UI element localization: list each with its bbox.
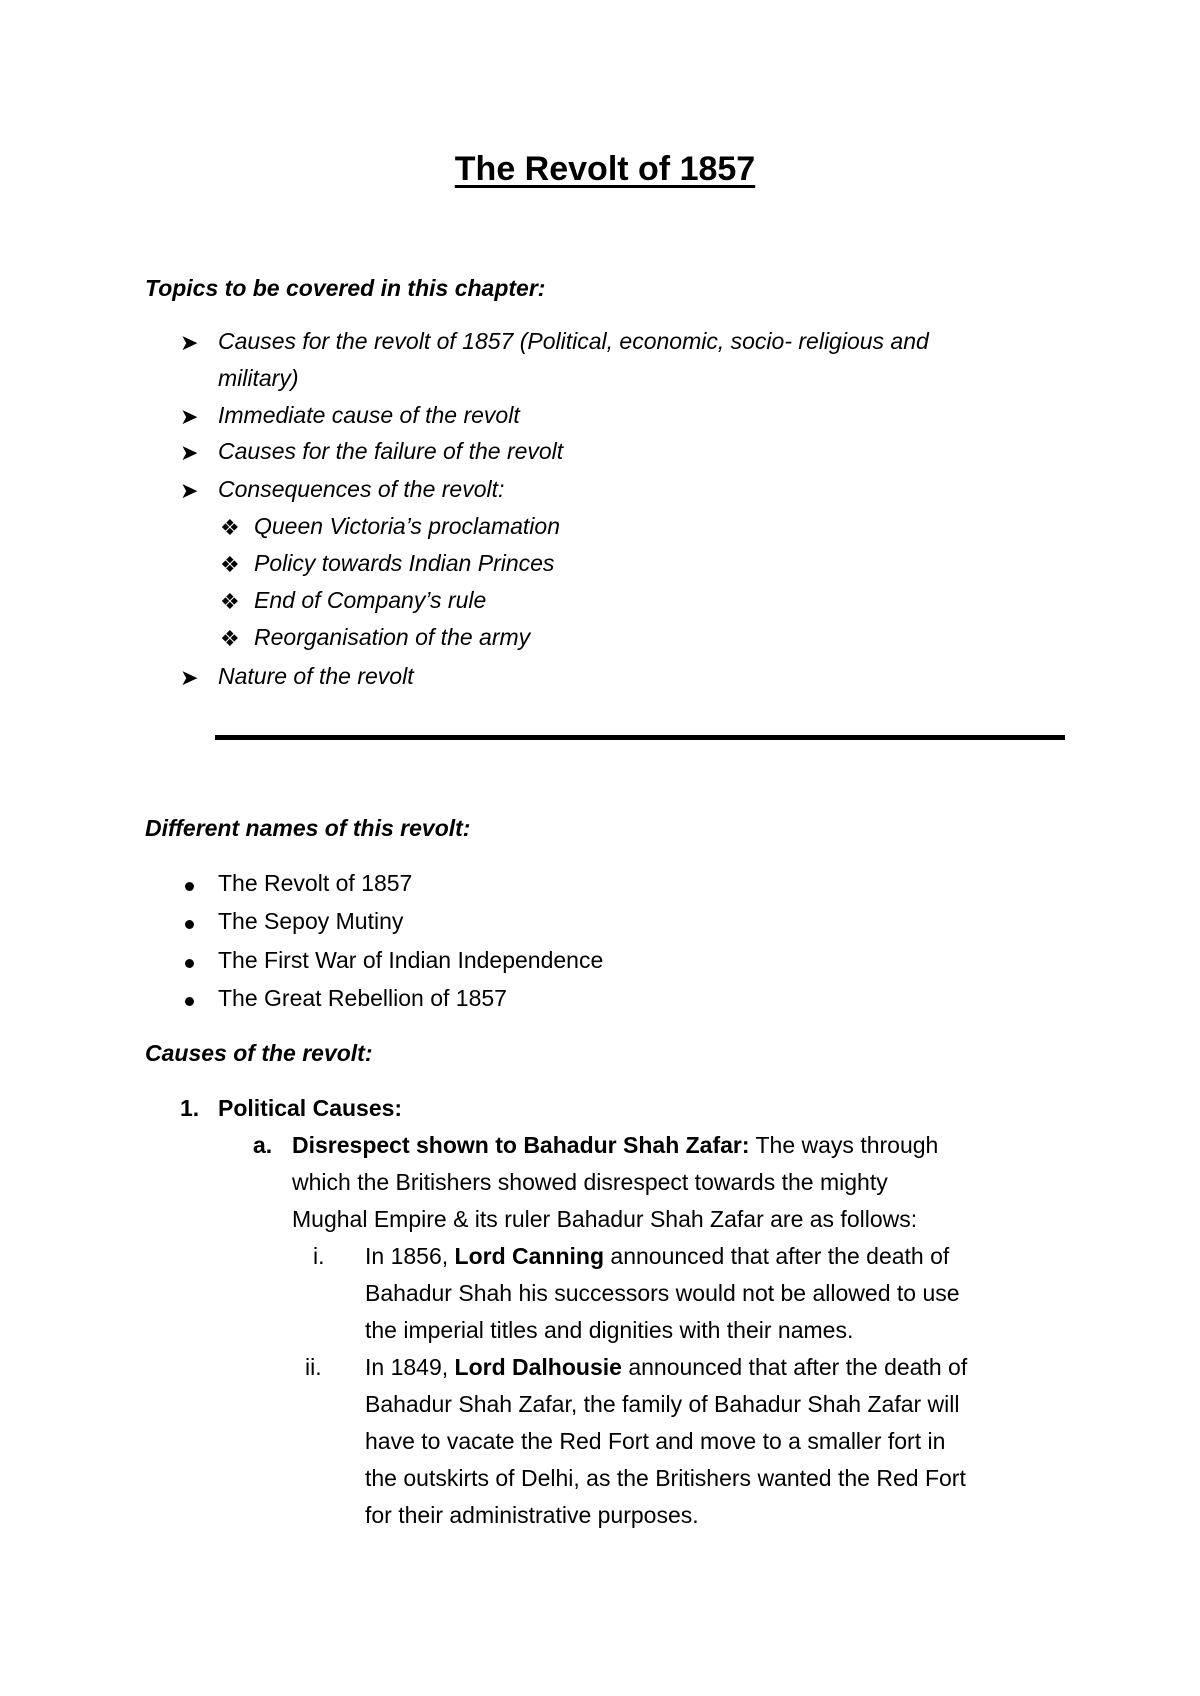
sub-a-line: which the Britishers showed disrespect towards the mighty [292,1169,888,1195]
point-ii-bold: Lord Dalhousie [454,1354,622,1380]
topic-item: Causes for the revolt of 1857 (Political, economic, socio- religious and [218,328,929,354]
point-i-line: the imperial titles and dignities with their names. [365,1317,854,1343]
arrow-bullet-icon: ➤ [180,665,199,690]
arrow-bullet-icon: ➤ [180,440,199,465]
arrow-bullet-icon: ➤ [180,330,199,355]
topic-sub-item: Reorganisation of the army [254,624,531,650]
point-i-first-line [365,1243,949,1270]
arrow-bullet-icon: ➤ [180,404,199,429]
point-ii-line: the outskirts of Delhi, as the Britishers wanted the Red Fort [365,1465,966,1491]
point-ii-line: have to vacate the Red Fort and move to a smaller fort in [365,1428,946,1454]
topic-item: Consequences of the revolt: [218,476,505,502]
diamond-bullet-icon: ❖ [220,589,240,614]
horizontal-divider [215,735,1065,740]
point-ii-first-line [365,1354,967,1381]
name-item: The Sepoy Mutiny [218,908,404,934]
dot-bullet-icon [185,920,194,929]
point-ii-line: for their administrative purposes. [365,1502,699,1528]
causes-heading: Causes of the revolt: [145,1040,373,1066]
name-item: The First War of Indian Independence [218,947,604,973]
point-ii-post: announced that after the death of [621,1354,968,1380]
point-i-post: announced that after the death of [604,1243,950,1269]
dot-bullet-icon [185,997,194,1006]
diamond-bullet-icon: ❖ [220,552,240,577]
roman-numeral: i. [313,1243,325,1269]
diamond-bullet-icon: ❖ [220,515,240,540]
topic-item: Nature of the revolt [218,663,414,689]
page-title: The Revolt of 1857 [454,150,756,188]
diamond-bullet-icon: ❖ [220,626,240,651]
topic-sub-item: Queen Victoria’s proclamation [254,513,560,539]
topic-sub-item: Policy towards Indian Princes [254,550,555,576]
topics-heading: Topics to be covered in this chapter: [145,275,546,301]
point-i-pre: In 1856, [365,1243,455,1269]
arrow-bullet-icon: ➤ [180,478,199,503]
roman-numeral: ii. [305,1354,322,1380]
dot-bullet-icon [185,959,194,968]
sub-a-line: Mughal Empire & its ruler Bahadur Shah Zafar are as follows: [292,1206,918,1232]
name-item: The Great Rebellion of 1857 [218,985,507,1011]
sub-a-bold: Disrespect shown to Bahadur Shah Zafar: [292,1132,750,1158]
list-letter: a. [253,1132,273,1158]
topic-item-continuation: military) [218,365,299,391]
list-number: 1. [180,1095,200,1121]
topic-sub-item: End of Company’s rule [254,587,487,613]
point-ii-pre: In 1849, [365,1354,455,1380]
sub-a-text: The ways through [749,1132,939,1158]
name-item: The Revolt of 1857 [218,870,413,896]
topic-item: Immediate cause of the revolt [218,402,520,428]
names-heading: Different names of this revolt: [145,815,471,841]
point-i-line: Bahadur Shah his successors would not be allowed to use [365,1280,960,1306]
dot-bullet-icon [185,882,194,891]
topic-item: Causes for the failure of the revolt [218,438,564,464]
sub-a-first-line [292,1132,938,1159]
point-ii-line: Bahadur Shah Zafar, the family of Bahadur Shah Zafar will [365,1391,960,1417]
political-causes-label: Political Causes: [218,1095,403,1121]
point-i-bold: Lord Canning [454,1243,605,1269]
